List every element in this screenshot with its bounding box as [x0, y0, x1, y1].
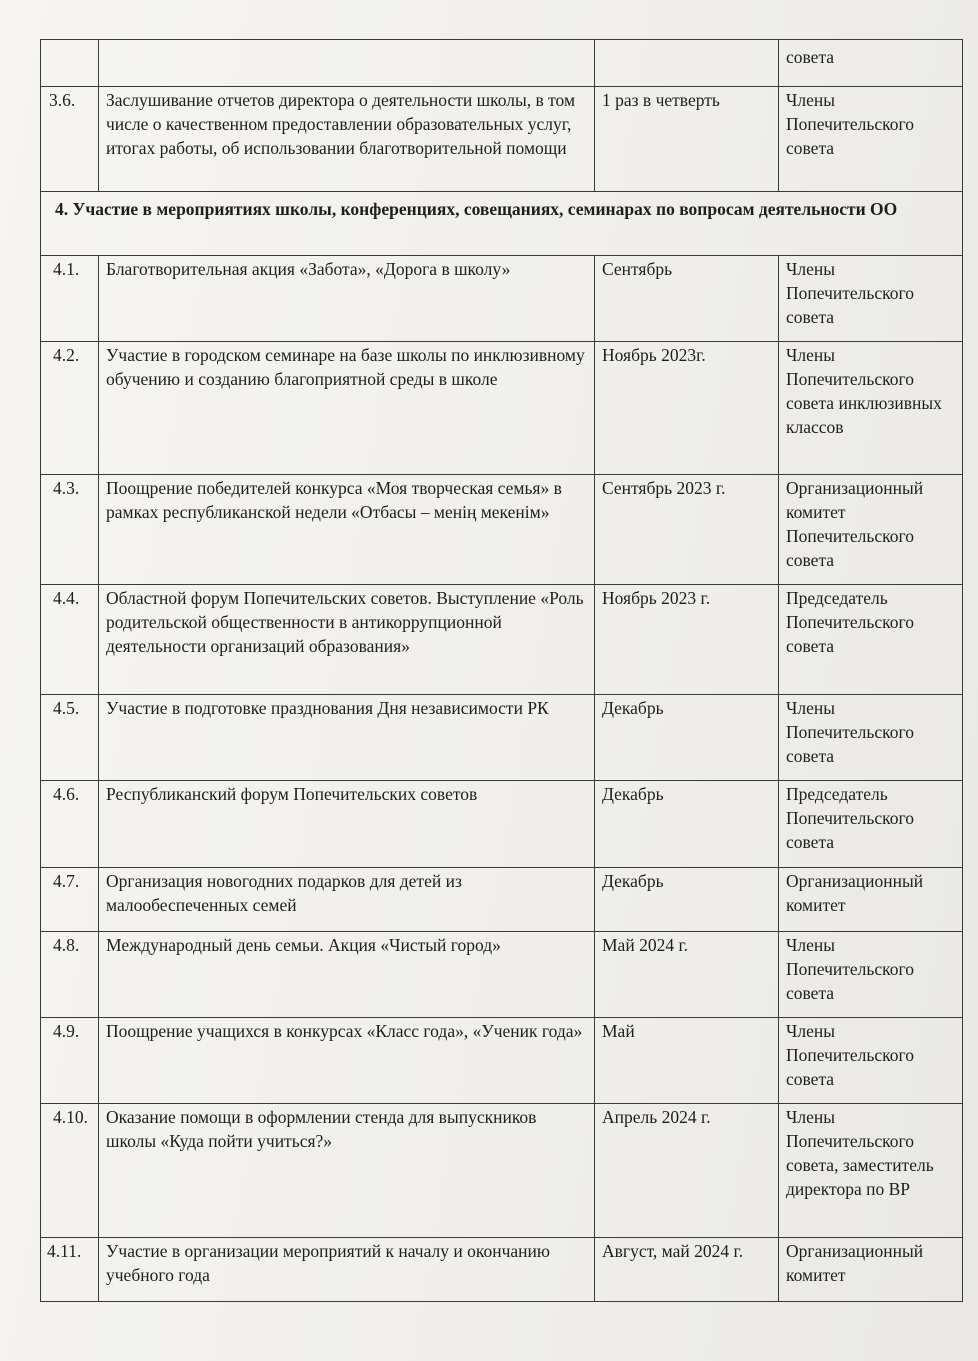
responsible-cell: Организационный комитет Попечительского совета [779, 475, 963, 585]
responsible-cell: Председатель Попечительского совета [779, 585, 963, 695]
event-cell [99, 40, 595, 87]
date-cell: 1 раз в четверть [595, 87, 779, 192]
date-cell: Ноябрь 2023г. [595, 342, 779, 475]
responsible-cell: Организационный комитет [779, 1238, 963, 1302]
table-row [41, 1018, 963, 1104]
table-row [41, 585, 963, 695]
responsible-cell: Организационный комитет [779, 868, 963, 932]
row-number: 4.10. [41, 1104, 99, 1238]
date-cell: Сентябрь [595, 256, 779, 342]
date-cell [595, 40, 779, 87]
row-number: 4.4. [41, 585, 99, 695]
event-cell: Поощрение учащихся в конкурсах «Класс года», «Ученик года» [99, 1018, 595, 1104]
table-row [41, 1238, 963, 1302]
table-row [41, 256, 963, 342]
responsible-cell: Члены Попечительского совета инклюзивных классов [779, 342, 963, 475]
date-cell: Сентябрь 2023 г. [595, 475, 779, 585]
table-row [41, 87, 963, 192]
date-cell: Декабрь [595, 868, 779, 932]
row-number: 4.6. [41, 781, 99, 868]
event-cell: Международный день семьи. Акция «Чистый город» [99, 932, 595, 1018]
event-cell: Республиканский форум Попечительских советов [99, 781, 595, 868]
row-number: 4.1. [41, 256, 99, 342]
table-row [41, 475, 963, 585]
table-row [41, 1104, 963, 1238]
row-number: 4.7. [41, 868, 99, 932]
row-number: 4.8. [41, 932, 99, 1018]
responsible-cell: Члены Попечительского совета [779, 256, 963, 342]
table-row [41, 932, 963, 1018]
responsible-cell: Члены Попечительского совета [779, 87, 963, 192]
event-cell: Областной форум Попечительских советов. Выступление «Роль родительской общественности в антикоррупционной деятельности организаций образования» [99, 585, 595, 695]
section-row [41, 192, 963, 256]
row-number: 4.2. [41, 342, 99, 475]
responsible-cell: Члены Попечительского совета, заместитель директора по ВР [779, 1104, 963, 1238]
date-cell: Ноябрь 2023 г. [595, 585, 779, 695]
table-row [41, 781, 963, 868]
date-cell: Декабрь [595, 781, 779, 868]
responsible-cell: Члены Попечительского совета [779, 932, 963, 1018]
row-number: 4.11. [41, 1238, 99, 1302]
row-number [41, 40, 99, 87]
row-number: 4.5. [41, 695, 99, 781]
table-row [41, 868, 963, 932]
event-cell: Поощрение победителей конкурса «Моя творческая семья» в рамках республиканской недели «Отбасы – менің мекенім» [99, 475, 595, 585]
date-cell: Декабрь [595, 695, 779, 781]
event-cell: Организация новогодних подарков для детей из малообеспеченных семей [99, 868, 595, 932]
event-cell: Участие в городском семинаре на базе школы по инклюзивному обучению и созданию благоприятной среды в школе [99, 342, 595, 475]
row-number: 4.9. [41, 1018, 99, 1104]
event-cell: Заслушивание отчетов директора о деятельности школы, в том числе о качественном предоставлении образовательных услуг, итогах работы, об использовании благотворительной помощи [99, 87, 595, 192]
responsible-cell: совета [779, 40, 963, 87]
table-row [41, 342, 963, 475]
row-number: 3.6. [41, 87, 99, 192]
date-cell: Апрель 2024 г. [595, 1104, 779, 1238]
event-cell: Оказание помощи в оформлении стенда для выпускников школы «Куда пойти учиться?» [99, 1104, 595, 1238]
responsible-cell: Члены Попечительского совета [779, 1018, 963, 1104]
section-heading: 4. Участие в мероприятиях школы, конференциях, совещаниях, семинарах по вопросам деятельности ОО [41, 192, 963, 256]
responsible-cell: Члены Попечительского совета [779, 695, 963, 781]
table-row [41, 40, 963, 87]
date-cell: Май 2024 г. [595, 932, 779, 1018]
row-number: 4.3. [41, 475, 99, 585]
event-cell: Участие в организации мероприятий к началу и окончанию учебного года [99, 1238, 595, 1302]
event-cell: Участие в подготовке празднования Дня независимости РК [99, 695, 595, 781]
responsible-cell: Председатель Попечительского совета [779, 781, 963, 868]
plan-table [40, 39, 963, 1302]
table-row [41, 695, 963, 781]
event-cell: Благотворительная акция «Забота», «Дорога в школу» [99, 256, 595, 342]
date-cell: Май [595, 1018, 779, 1104]
date-cell: Август, май 2024 г. [595, 1238, 779, 1302]
